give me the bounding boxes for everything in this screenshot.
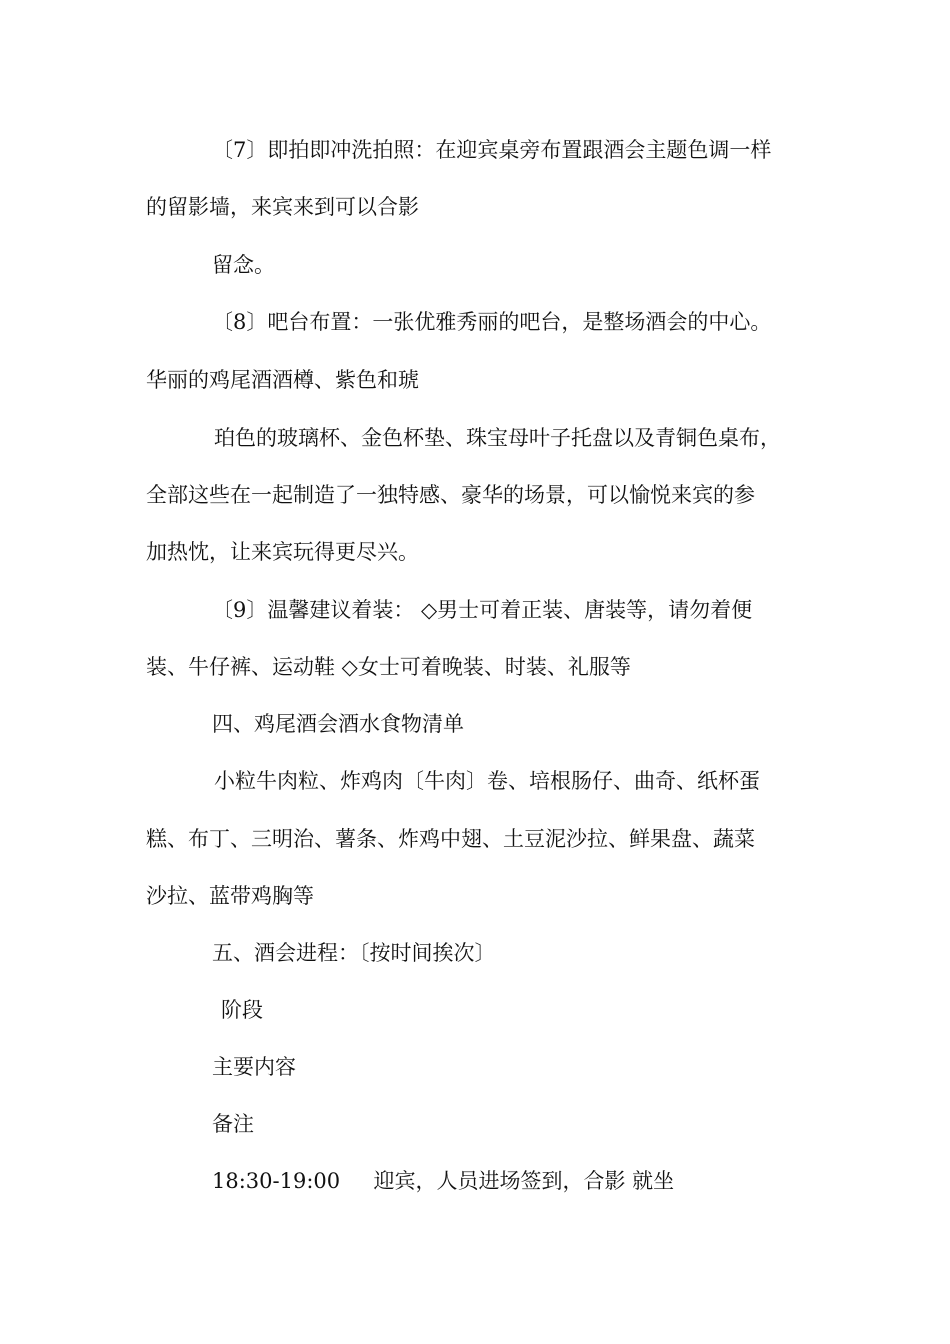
text-line: 糕、布丁、三明治、薯条、炸鸡中翅、土豆泥沙拉、鲜果盘、蔬菜 xyxy=(146,827,755,851)
text-line: 的留影墙，来宾来到可以合影 xyxy=(146,195,419,219)
table-cell: 阶段 xyxy=(221,998,263,1022)
text-line: 〔9〕温馨建议着装： ◇男士可着正装、唐装等，请勿着便 xyxy=(212,598,753,622)
section-heading: 五、酒会进程：〔按时间挨次〕 xyxy=(212,941,496,965)
text-line: 〔7〕即拍即冲洗拍照：在迎宾桌旁布置跟酒会主题色调一样 xyxy=(212,138,772,162)
text-line: 留念。 xyxy=(212,253,275,277)
text-line: 珀色的玻璃杯、金色杯垫、珠宝母叶子托盘以及青铜色桌布， xyxy=(214,426,781,450)
text-line: 小粒牛肉粒、炸鸡肉〔牛肉〕卷、培根肠仔、曲奇、纸杯蛋 xyxy=(214,769,760,793)
table-cell: 备注 xyxy=(212,1112,254,1136)
text-line: 全部这些在一起制造了一独特感、豪华的场景，可以愉悦来宾的参 xyxy=(146,483,755,507)
table-cell: 主要内容 xyxy=(212,1055,296,1079)
section-heading: 四、鸡尾酒会酒水食物清单 xyxy=(212,712,464,736)
text-line: 装、牛仔裤、运动鞋 ◇女士可着晚装、时装、礼服等 xyxy=(146,655,631,679)
table-row: 18:30-19:00 迎宾，人员进场签到，合影 就坐 xyxy=(212,1169,675,1193)
text-line: 华丽的鸡尾酒酒樽、紫色和琥 xyxy=(146,368,419,392)
text-line: 加热忱，让来宾玩得更尽兴。 xyxy=(146,540,419,564)
text-line: 〔8〕吧台布置：一张优雅秀丽的吧台，是整场酒会的中心。 xyxy=(212,310,772,334)
text-line: 沙拉、蓝带鸡胸等 xyxy=(146,884,314,908)
